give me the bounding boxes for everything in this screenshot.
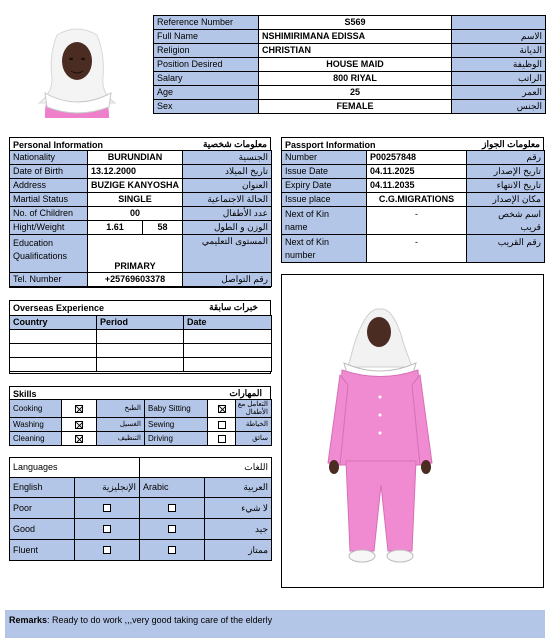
position-value: HOUSE MAID [259,58,452,72]
languages-header-row [10,478,272,498]
language-level-row [10,498,272,519]
header-label: Full Name [154,30,259,44]
kin-name-label-ar [467,207,545,235]
english-good-checkbox[interactable] [103,525,111,533]
children-row [10,207,272,221]
overseas-header-row [10,316,272,330]
overseas-title: Overseas Experience [13,303,105,313]
english-fluent-cell [75,540,140,561]
kin-name-label-ar-line2: قريب [520,221,541,232]
age-value: 25 [259,86,452,100]
languages-title-ar: اللغات [140,458,272,478]
skill-washing-checkbox-cell [62,418,97,432]
header-row [154,30,546,44]
children-label: No. of Children [10,207,88,221]
dob-value: 13.12.2000 [88,165,183,179]
skill-babysitting-checkbox-cell [208,400,236,418]
nationality-label-ar: الجنسية [183,151,272,165]
english-poor-cell [75,498,140,519]
level-poor-label-ar: لا شيء [205,498,272,519]
language-level-row [10,540,272,561]
kin-number-row [282,235,545,263]
overseas-cell [97,330,184,344]
full-body-photo [281,274,544,588]
header-label: Age [154,86,259,100]
header-label: Sex [154,100,259,114]
overseas-cell [184,344,272,358]
marital-label-ar: الحالة الاجتماعية [183,193,272,207]
marital-value: SINGLE [88,193,183,207]
skills-row [10,418,272,432]
header-label: Reference Number [154,16,259,30]
skill-driving-checkbox[interactable] [218,435,226,443]
issue-place-label: Issue place [282,193,367,207]
language-level-row [10,519,272,540]
education-row [10,235,272,273]
skill-cooking-label: Cooking [10,400,62,418]
passport-info-title-ar: معلومات الجواز [482,139,540,149]
level-good-label-ar: جيد [205,519,272,540]
level-good-label: Good [10,519,75,540]
education-label-line1: Education [13,238,54,248]
header-label-ar: العمر [452,86,546,100]
arabic-fluent-checkbox[interactable] [168,546,176,554]
kin-number-label-line2: number [285,249,316,260]
english-good-cell [75,519,140,540]
personal-info-title: Personal Information [13,140,104,150]
personal-info-table [9,150,272,287]
skills-row [10,400,272,418]
skill-sewing-checkbox-cell [208,418,236,432]
height-weight-row [10,221,272,235]
height-weight-label: Hight/Weight [10,221,88,235]
address-label: Address [10,179,88,193]
education-label-ar: المستوى التعليمي [183,235,272,273]
full-body-illustration [282,275,544,588]
address-label-ar: العنوان [183,179,272,193]
issue-place-row [282,193,545,207]
skill-cooking-label-ar: الطبخ [97,400,145,418]
tel-value: +25769603378 [88,273,183,287]
marital-label: Martial Status [10,193,88,207]
address-value: BUZIGE KANYOSHA [88,179,183,193]
table-row [10,358,272,372]
language-arabic-label: Arabic [140,478,205,498]
header-label-ar: الاسم [452,30,546,44]
issue-date-label-ar: تاريخ الإصدار [467,165,545,179]
overseas-cell [184,330,272,344]
passport-info-title: Passport Information [285,140,376,150]
kin-number-label-ar: رقم القريب [467,235,545,263]
header-label: Religion [154,44,259,58]
expiry-date-row [282,179,545,193]
kin-number-label [282,235,367,263]
kin-name-label-line1: Next of Kin [285,208,330,219]
portrait-illustration [5,15,152,118]
skill-babysitting-label: Baby Sitting [145,400,208,418]
skills-title-ar: المهارات [229,388,262,398]
languages-title-row [10,458,272,478]
overseas-title-ar: خبرات سابقة [209,302,258,312]
dob-label-ar: تاريخ الميلاد [183,165,272,179]
religion-value: CHRISTIAN [259,44,452,58]
overseas-cell [97,358,184,372]
education-label [10,235,88,273]
overseas-cell [97,344,184,358]
arabic-fluent-cell [140,540,205,561]
remarks-bar [5,610,545,638]
nationality-label: Nationality [10,151,88,165]
overseas-table [9,315,272,372]
header-table [153,15,546,114]
portrait-photo [5,15,152,118]
expiry-date-label: Expiry Date [282,179,367,193]
languages-table [9,457,272,561]
nationality-value: BURUNDIAN [88,151,183,165]
header-label: Salary [154,72,259,86]
dob-row [10,165,272,179]
skill-driving-checkbox-cell [208,432,236,446]
skill-driving-label: Driving [145,432,208,446]
height-weight-label-ar: الوزن و الطول [183,221,272,235]
overseas-cell [184,358,272,372]
skill-washing-label-ar: الغسيل [97,418,145,432]
header-row [154,44,546,58]
english-fluent-checkbox[interactable] [103,546,111,554]
kin-name-row [282,207,545,235]
remarks-text: : Ready to do work ,,,very good taking care of the elderly [47,615,273,625]
issue-date-label: Issue Date [282,165,367,179]
issue-place-value: C.G.MIGRATIONS [367,193,467,207]
skill-sewing-label-ar: الخياطة [236,418,272,432]
kin-number-value: - [367,235,467,263]
skill-cleaning-label: Cleaning [10,432,62,446]
skill-babysitting-label-ar-line1: التعامل مع [237,400,268,408]
nationality-row [10,151,272,165]
passport-number-label: Number [282,151,367,165]
header-row [154,58,546,72]
remarks-label: Remarks [9,615,48,625]
skill-washing-checkbox[interactable] [75,421,83,429]
skill-cooking-checkbox[interactable] [75,405,83,413]
expiry-date-label-ar: تاريخ الانتهاء [467,179,545,193]
skill-cleaning-checkbox-cell [62,432,97,446]
overseas-col-period: Period [97,316,184,330]
passport-info-section [281,137,544,262]
overseas-experience-section [9,300,271,374]
passport-info-table [281,150,545,263]
header-label: Position Desired [154,58,259,72]
kin-name-label-ar-line1: اسم شخص [498,208,541,219]
skill-cleaning-checkbox[interactable] [75,435,83,443]
languages-title: Languages [10,458,140,478]
skill-cooking-checkbox-cell [62,400,97,418]
languages-section [9,457,271,561]
full-name-value: NSHIMIRIMANA EDISSA [259,30,452,44]
issue-date-row [282,165,545,179]
table-row [10,344,272,358]
education-value: PRIMARY [88,235,183,273]
header-row [154,100,546,114]
skill-sewing-checkbox[interactable] [218,421,226,429]
tel-label: Tel. Number [10,273,88,287]
overseas-cell [10,344,97,358]
skill-sewing-label: Sewing [145,418,208,432]
table-row [10,330,272,344]
skill-babysitting-label-ar-line2: الأطفال [245,408,268,416]
header-label-ar: الديانة [452,44,546,58]
skill-babysitting-label-ar [236,400,272,418]
tel-label-ar: رقم التواصل [183,273,272,287]
skill-babysitting-checkbox[interactable] [218,405,226,413]
kin-name-label-line2: name [285,221,308,232]
header-label-ar: الوظيفة [452,58,546,72]
english-poor-checkbox[interactable] [103,504,111,512]
dob-label: Date of Birth [10,165,88,179]
kin-number-label-line1: Next of Kin [285,236,330,247]
level-fluent-label: Fluent [10,540,75,561]
overseas-cell [10,358,97,372]
issue-date-value: 04.11.2025 [367,165,467,179]
header-label-ar: الراتب [452,72,546,86]
overseas-col-date: Date [184,316,272,330]
personal-info-title-ar: معلومات شخصية [202,139,267,149]
skills-title: Skills [13,389,37,399]
header-label-ar: الجنس [452,100,546,114]
arabic-good-cell [140,519,205,540]
skills-section [9,386,271,446]
arabic-poor-cell [140,498,205,519]
children-label-ar: عدد الأطفال [183,207,272,221]
height-value: 1.61 [88,221,143,235]
header-row [154,86,546,100]
language-english-label-ar: الإنجليزية [75,478,140,498]
language-arabic-label-ar: العربية [205,478,272,498]
marital-row [10,193,272,207]
header-row [154,16,546,30]
skill-washing-label: Washing [10,418,62,432]
sex-value: FEMALE [259,100,452,114]
skill-driving-label-ar: سائق [236,432,272,446]
salary-value: 800 RIYAL [259,72,452,86]
address-row [10,179,272,193]
passport-number-label-ar: رقم [467,151,545,165]
kin-name-label [282,207,367,235]
overseas-col-country: Country [10,316,97,330]
passport-number-row [282,151,545,165]
education-label-line2: Qualifications [13,251,68,261]
level-poor-label: Poor [10,498,75,519]
weight-value: 58 [143,221,183,235]
expiry-date-value: 04.11.2035 [367,179,467,193]
header-row [154,72,546,86]
kin-name-value: - [367,207,467,235]
skill-cleaning-label-ar: التنظيف [97,432,145,446]
level-fluent-label-ar: ممتاز [205,540,272,561]
arabic-poor-checkbox[interactable] [168,504,176,512]
skills-table [9,399,272,446]
personal-info-section [9,137,271,288]
issue-place-label-ar: مكان الإصدار [467,193,545,207]
skills-row [10,432,272,446]
header-label-ar [452,16,546,30]
overseas-cell [10,330,97,344]
arabic-good-checkbox[interactable] [168,525,176,533]
tel-row [10,273,272,287]
reference-number-value: S569 [259,16,452,30]
language-english-label: English [10,478,75,498]
passport-number-value: P00257848 [367,151,467,165]
children-value: 00 [88,207,183,221]
